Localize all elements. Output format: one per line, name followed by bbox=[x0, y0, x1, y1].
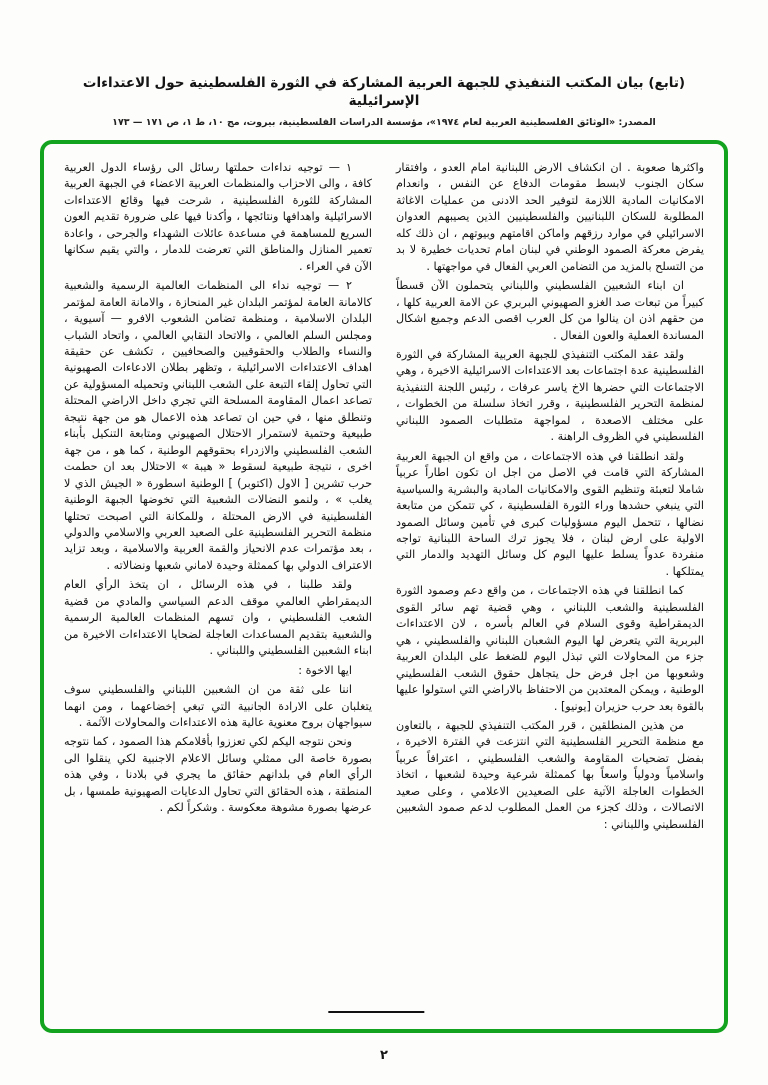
text-column-right bbox=[396, 160, 704, 836]
paragraph: اننا على ثقة من ان الشعبين اللبناني والفلسطيني سوف يتغلبان على الارادة الجانبية التي تبغي إخضاعهما ، ومن انهما سيواجهان بروح معنوية عالية هذه الاعتداءات والمحاولات الآثمة . bbox=[64, 683, 372, 729]
page-number: ٢ bbox=[380, 1048, 388, 1063]
page-title: (تابع) بيان المكتب التنفيذي للجبهة العربية المشاركة في الثورة الفلسطينية حول الاعتداءات الإسرائيلية bbox=[82, 75, 686, 110]
paragraph: من هذين المنطلقين ، قرر المكتب التنفيذي للجبهة ، بالتعاون مع منظمة التحرير الفلسطينية التي انتزعت في الفترة الاخيرة ، بفضل تضحيات المقاومة والشعب الفلسطيني ، اعترافاً عربياً واسلامياً ودولياً واسعاً بها كممثلة شرعية وحيدة لشعبها ، اتخاذ الخطوات العاجلة الآتية على الصعيدين الاعلامي ، وعلى صعيد الاتصالات ، وذلك كجزء من العمل المطلوب لدعم صمود الشعبين الفلسطيني واللبناني : bbox=[396, 718, 704, 831]
source-line: المصدر: «الوثائق الفلسطينية العربية لعام ١٩٧٤»، مؤسسة الدراسات الفلسطينية، بيروت، مج ١٠، ط ١، ص ١٧١ — ١٧٣ bbox=[112, 117, 656, 129]
paragraph: ١ — توجيه نداءات حملتها رسائل الى رؤساء الدول العربية كافة ، والى الاحزاب والمنظمات العربية الاعضاء في الجبهة العربية المشاركة للثورة الفلسطينية ، شرحت فيها وقائع الاعتداءات الاسرائيلية واهدافها ونتائجها ، وأكدنا فيها على ضرورة تقديم العون السريع للمساهمة في مساعدة عائلات الشهداء والجرحى ، واعادة تعمير المنازل والمناطق التي تعرضت للدمار ، والتي يقيم سكانها الآن في العراء . bbox=[64, 161, 372, 273]
paragraph: ٢ — توجيه نداء الى المنظمات العالمية الرسمية والشعبية كالامانة العامة لمؤتمر البلدان غير المنحازة ، والامانة العامة لمؤتمر البلدان الاسلامية ، ومنظمة تضامن الشعوب الافرو — آسيوية ، ومجلس السلم العالمي ، والاتحاد النقابي العالمي ، واتحاد الشباب والنساء والطلاب والحقوقيين والصحافيين ، تكشف عن حقيقة اهداف الاعتداءات الاسرائيلية ، وتظهر بطلان الادعاءات الصهيونية التي تحاول إلقاء التبعة على الشعب اللبناني وتحميله المسؤولية عن تصاعد اعمال المقاومة المسلحة التي تجري داخل الاراضي المحتلة وتنطلق منها ، في حين ان تصاعد هذه الاعمال هو من جهة نتيجة طبيعية وحتمية لاستمرار الاحتلال الصهيوني ومتابعة التنكيل بأبناء الشعب الفلسطيني والازدراء بحقوقهم الوطنية ، كما هو ، من جهة اخرى ، نتيجة طبيعية لسقوط « هيبة » الاحتلال بعد ان حطمت حرب تشرين [ الاول (اكتوبر) ] الوطنية اسطورة « الجيش الذي لا يغلب » ، ولنمو النضالات الشعبية التي تخوضها الجبهة الوطنية الفلسطينية في الارض المحتلة ، وللمكانة التي اصبحت تحتلها منظمة التحرير الفلسطينية على الصعيد العربي والاسلامي والدولي ، بعد مؤتمرات عدم الانحياز والقمة العربية والاسلامية ، وبعد تزايد الاعتراف الدولي بها كممثلة وحيدة لاماني شعبها ونضالاته . bbox=[64, 279, 372, 572]
paragraph: كما انطلقنا في هذه الاجتماعات ، من واقع دعم وصمود الثورة الفلسطينية والشعب اللبناني ، وهي قضية تهم سائر القوى الديمقراطية وقوى السلام في العالم بأسره ، لان الاعتداءات البربرية التي يتعرض لها اليوم الشعبان اللبناني والفلسطيني ، هي جزء من المحاولات التي تبذل اليوم للضغط على البلدان العربية وشعوبها من اجل فرض حل يتجاهل حقوق الشعب الفلسطيني الوطنية ، ويمكن المعتدين من الاحتفاظ بالاراضي التي استولوا عليها بالقوة بعد حرب حزيران [يونيو] . bbox=[396, 584, 704, 713]
text-columns bbox=[64, 160, 704, 836]
paragraph: ايها الاخوة : bbox=[298, 663, 352, 677]
paragraph: واكثرها صعوبة . ان انكشاف الارض اللبنانية امام العدو ، وافتقار سكان الجنوب لابسط مقومات الدفاع عن النفس ، وانعدام الامكانيات المادية اللازمة لتوفير الحد الادنى من عمليات الاغاثة المطلوبة للسكان اللبنانيين والفلسطينيين الذين يصيبهم العدوان الاسرائيلي في موارد رزقهم واماكن اقامتهم وبيوتهم ، ان ذلك كله يفرض معركة الصمود الوطني في لبنان امام تحديات خطيرة لا بد من التسلح بالمزيد من التضامن العربي الفعال في مواجهتها . bbox=[396, 161, 704, 273]
document-frame bbox=[40, 140, 728, 1033]
text-column-left bbox=[64, 160, 372, 836]
footnote-rule bbox=[328, 1011, 424, 1013]
paragraph: ولقد طلبنا ، في هذه الرسائل ، ان يتخذ الرأي العام الديمقراطي العالمي موقف الدعم السياسي والمادي من قضية الشعب الفلسطيني ، وان تسهم المنظمات العالمية الرسمية والشعبية بتقديم المساعدات العاجلة لضحايا الاعتداءات الاخيرة من ابناء الشعبين الفلسطيني واللبناني . bbox=[64, 578, 372, 658]
paragraph: ولقد عقد المكتب التنفيذي للجبهة العربية المشاركة في الثورة الفلسطينية عدة اجتماعات بعد الاعتداءات الاسرائيلية الاخيرة ، وهي الاجتماعات التي حضرها الاخ ياسر عرفات ، رئيس اللجنة التنفيذية لمنظمة التحرير الفلسطينية ، وقرر اتخاذ سلسلة من الخطوات ، على مختلف الاصعدة ، لمواجهة متطلبات الصمود اللبناني الفلسطيني في الظروف الراهنة . bbox=[396, 347, 704, 444]
paragraph: ونحن نتوجه اليكم لكي تعززوا بأقلامكم هذا الصمود ، كما نتوجه بصورة خاصة الى ممثلي وسائل الاعلام الاجنبية لكي ينقلوا الى الرأي العام في بلدانهم حقائق ما يجري في بلادنا ، وفي هذه المنطقة ، هذه الحقائق التي تحاول الدعايات الصهيونية طمسها ، بل عرضها بصورة مشوهة معكوسة . وشكراً لكم . bbox=[64, 735, 372, 815]
document-header bbox=[0, 0, 768, 128]
paragraph: ان ابناء الشعبين الفلسطيني واللبناني يتحملون الآن قسطاً كبيراً من تبعات صد الغزو الصهيوني البربري عن الامة العربية كلها ، من حقهم اذن ان ينالوا من كل العرب اقصى الدعم وجميع اشكال المساندة العملية والعون الفعال . bbox=[396, 279, 704, 342]
paragraph: ولقد انطلقنا في هذه الاجتماعات ، من واقع ان الجبهة العربية المشاركة التي قامت في الاصل من اجل ان تكون اطاراً عربياً شاملا لتعبئة وتنظيم القوى والامكانيات المادية والبشرية والسياسية التي ينبغي حشدها وراء الثورة الفلسطينية ، كي تتمكن من متابعة نضالها ، تتحمل اليوم مسؤوليات كبرى في تأمين وسائل الصمود الاولية على ارض لبنان ، فلا يجوز ترك الساحة اللبنانية تواجه منفردة عدواً يسلط عليها اليوم كل وسائل التهديد والدمار التي يمتلكها . bbox=[396, 449, 704, 578]
